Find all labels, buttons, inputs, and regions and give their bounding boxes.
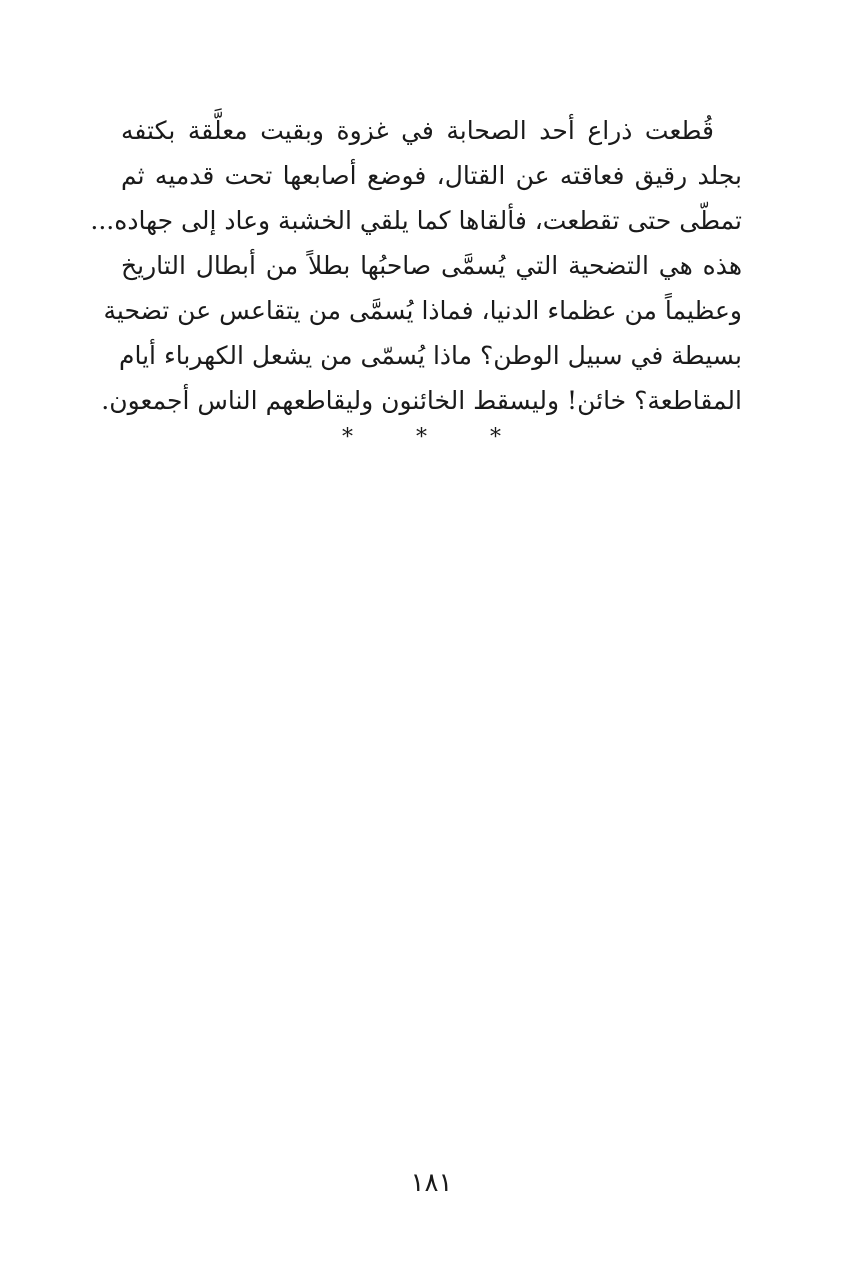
paragraph-line: وعظيماً من عظماء الدنيا، فماذا يُسمَّى من يتقاعس عن تضحية <box>103 296 742 325</box>
section-separator <box>0 425 863 450</box>
separator-star-icon: * <box>490 425 521 450</box>
paragraph-line: قُطعت ذراع أحد الصحابة في غزوة وبقيت معلَّقة بكتفه <box>121 116 714 145</box>
paragraph-line: بجلد رقيق فعاقته عن القتال، فوضع أصابعها تحت قدميه ثم <box>121 161 742 190</box>
paragraph-line: هذه هي التضحية التي يُسمَّى صاحبُها بطلاً من أبطال التاريخ <box>121 251 742 280</box>
separator-star-icon: * <box>416 425 447 450</box>
paragraph-line: المقاطعة؟ خائن! وليسقط الخائنون وليقاطعهم الناس أجمعون. <box>101 386 742 415</box>
paragraph-line: بسيطة في سبيل الوطن؟ ماذا يُسمّى من يشعل الكهرباء أيام <box>119 341 742 370</box>
paragraph-line: تمطّى حتى تقطعت، فألقاها كما يلقي الخشبة وعاد إلى جهاده... <box>90 206 742 235</box>
page-number: ١٨١ <box>410 1168 453 1198</box>
separator-star-icon: * <box>342 425 373 450</box>
body-paragraph <box>90 108 742 423</box>
